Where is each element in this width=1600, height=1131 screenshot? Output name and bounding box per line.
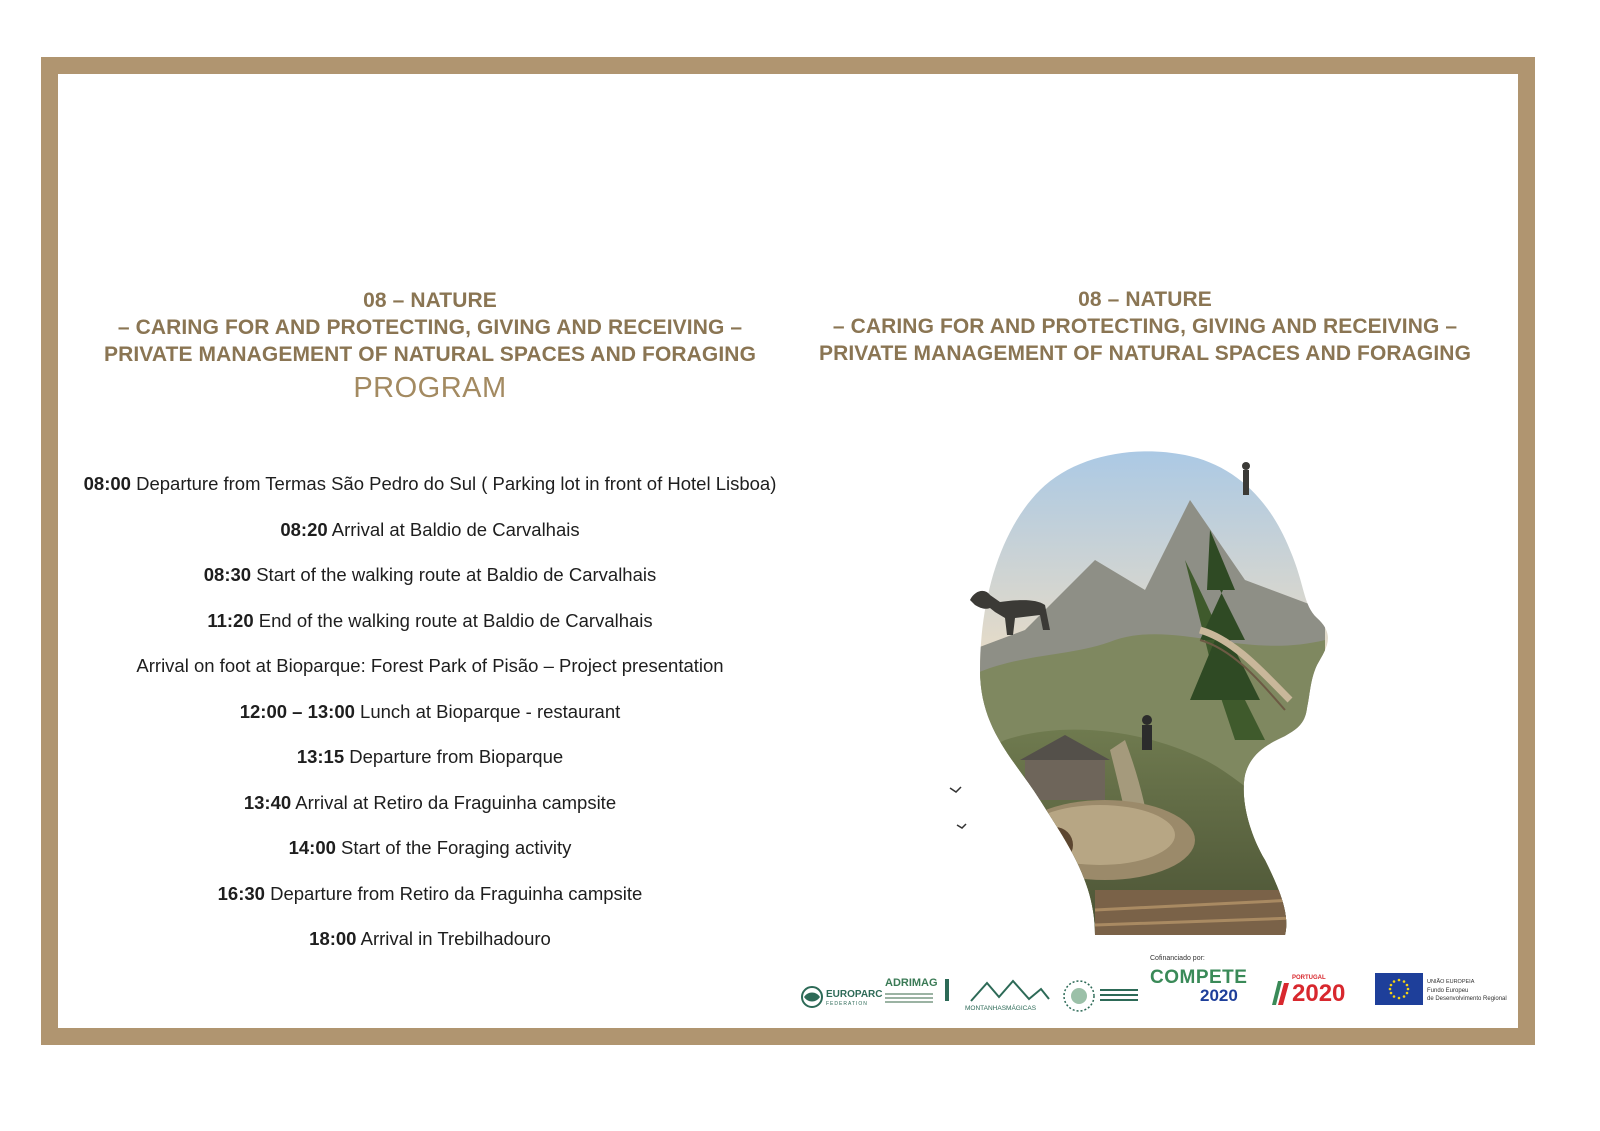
- program-heading: PROGRAM: [353, 372, 507, 404]
- schedule-time: 08:00: [83, 473, 131, 494]
- eu-fund-logo: [1375, 973, 1530, 1009]
- woman-silhouette-illustration: [945, 440, 1365, 940]
- eu-label-1: UNIÃO EUROPEIA: [1427, 979, 1475, 985]
- title-line-1: 08 – NATURE: [1078, 288, 1212, 311]
- title-line-2: – CARING FOR AND PROTECTING, GIVING AND RECEIVING –: [117, 316, 743, 339]
- portugal-2020-logo: [1270, 973, 1365, 1017]
- schedule-text: Arrival in Trebilhadouro: [356, 928, 551, 949]
- europarc-text: EUROPARC: [826, 989, 883, 1000]
- sponsor-logos: [800, 955, 1530, 1025]
- title-line-1: 08 – NATURE: [363, 289, 497, 312]
- title-line-3: PRIVATE MANAGEMENT OF NATURAL SPACES AND FORAGING: [818, 342, 1471, 365]
- schedule-time: 13:40: [243, 791, 292, 813]
- cofinanciado-label: Cofinanciado por:: [1150, 955, 1205, 962]
- schedule-text: Start of the walking route at Baldio de Carvalhais: [251, 564, 657, 585]
- schedule-time: 08:20: [280, 518, 328, 540]
- adrimag-figure-icon: [941, 977, 953, 1003]
- emblem-icon: [1062, 979, 1096, 1013]
- portugal-year: 2020: [1292, 980, 1346, 1007]
- schedule-item: [70, 516, 790, 562]
- portugal-text: PORTUGAL: [1292, 975, 1326, 981]
- adrimag-logo: [885, 977, 960, 1017]
- program-schedule: [70, 470, 790, 971]
- eu-flag-icon: [1375, 973, 1423, 1005]
- schedule-text: Arrival at Baldio de Carvalhais: [327, 518, 580, 540]
- schedule-item: [70, 880, 790, 926]
- left-title-block: [75, 287, 785, 405]
- montanhas-text: MONTANHASMÁGICAS: [965, 1005, 1037, 1012]
- compete-2020-logo: [1150, 955, 1260, 1015]
- schedule-item: [70, 698, 790, 744]
- schedule-text: Departure from Retiro da Fraguinha campsite: [264, 882, 643, 904]
- schedule-item: [70, 561, 790, 607]
- mountains-icon: [969, 977, 1051, 1003]
- title-line-3: PRIVATE MANAGEMENT OF NATURAL SPACES AND FORAGING: [103, 343, 756, 366]
- schedule-item: [70, 743, 790, 789]
- schedule-item: [70, 789, 790, 835]
- compete-year: 2020: [1200, 986, 1238, 1005]
- international-year-logo: [1062, 973, 1142, 1017]
- europarc-globe-icon: [800, 985, 824, 1009]
- schedule-text: Lunch at Bioparque - restaurant: [354, 700, 621, 722]
- europarc-logo: [800, 985, 883, 1015]
- schedule-text: Start of the Foraging activity: [335, 837, 572, 858]
- schedule-time: 13:15: [296, 746, 345, 767]
- schedule-text: End of the walking route at Baldio de Carvalhais: [253, 609, 653, 631]
- right-title-block: [795, 286, 1495, 367]
- schedule-time: 12:00 – 13:00: [239, 700, 355, 722]
- eu-label-2: Fundo Europeu: [1427, 988, 1469, 994]
- schedule-item: [70, 470, 790, 516]
- schedule-text: Departure from Bioparque: [344, 746, 564, 767]
- schedule-item: [70, 652, 790, 698]
- europarc-sub: FEDERATION: [826, 1001, 868, 1007]
- schedule-time: 14:00: [288, 837, 336, 858]
- portugal-flag-icon: [1270, 979, 1290, 1007]
- adrimag-text: ADRIMAG: [885, 977, 938, 989]
- schedule-text: Arrival at Retiro da Fraguinha campsite: [291, 791, 617, 813]
- schedule-time: 11:20: [207, 609, 254, 631]
- schedule-item: [70, 834, 790, 880]
- schedule-text: Arrival on foot at Bioparque: Forest Park of Pisão – Project presentation: [136, 655, 724, 676]
- schedule-time: 08:30: [203, 564, 252, 585]
- schedule-item: [70, 925, 790, 971]
- eu-label-3: de Desenvolvimento Regional: [1427, 996, 1507, 1002]
- schedule-text: Departure from Termas São Pedro do Sul ( Parking lot in front of Hotel Lisboa): [130, 473, 777, 494]
- schedule-time: 16:30: [217, 882, 265, 904]
- schedule-time: 18:00: [309, 928, 357, 949]
- title-line-2: – CARING FOR AND PROTECTING, GIVING AND RECEIVING –: [832, 315, 1458, 338]
- schedule-item: [70, 607, 790, 653]
- compete-text: COMPETE: [1150, 967, 1248, 988]
- montanhas-magicas-logo: [965, 977, 1057, 1017]
